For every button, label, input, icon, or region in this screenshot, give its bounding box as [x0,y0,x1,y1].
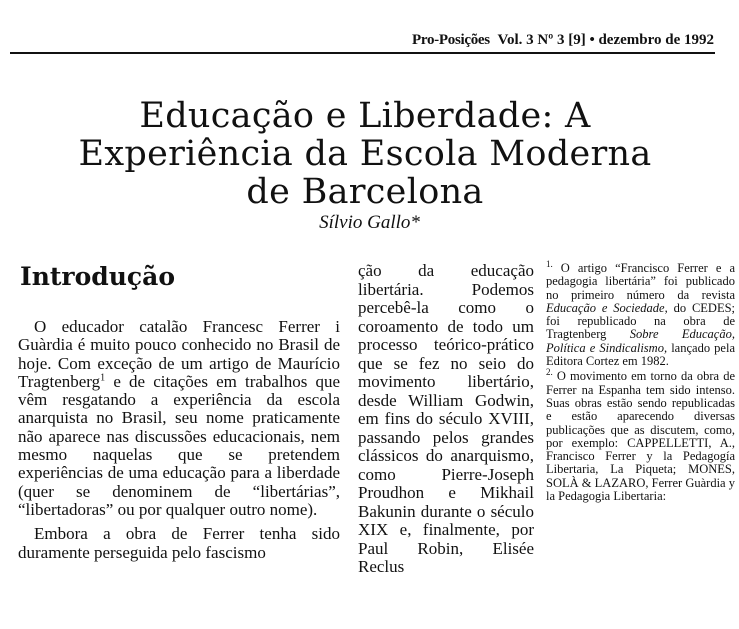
footnotes [546,258,735,504]
journal-name: Pro-Posições [412,32,490,48]
title-line: Experiência da Escola Moderna [78,134,652,175]
paragraph-text: e de citações em trabalhos que vêm resgatando a experiência da escola anarquista no Brasil, seu nome praticamente não aparece nas discussões educacionais, nem mesmo naquelas que se pretendem experiências de uma educação para a liberdade (quer se denominem de “libertárias”, “libertadoras” ou por qualquer outro nome). [18,371,340,519]
footnote-text: lançado pela Editora Cortez em 1982. [546,340,735,369]
body-text [18,318,340,562]
issue-info: Vol. 3 Nº 3 [9] • dezembro de 1992 [497,32,714,48]
footnote-2 [546,367,735,504]
footnote-italic: Sobre Educação, Política e Sindicalismo, [546,327,735,355]
paragraph-text: O educador catalão Francesc Ferrer i Guàrdia é muito pouco conhecido no Brasil de hoje. Com exceção de um artigo de Maurício Tragtenberg [18,317,340,391]
paragraph [18,318,340,519]
column-left [18,262,340,562]
author-name: Sílvio Gallo* [319,212,420,233]
footnote-text: O artigo “Francisco Ferrer e a pedagogia libertária” foi publicado no primeiro número da revista [546,261,735,302]
column-middle [358,262,534,577]
footnote-text: O movimento em torno da obra de Ferrer na Espanha tem sido intenso. Suas obras estão sendo republicadas e estão aparecendo diversas publicações que as discutem, como, por exemplo: CAPPELLETTI, A., Francisco Ferrer y la Pedagogía Libertaria, La Piqueta; MONES, SOLÀ & LAZARO, Ferrer Guàrdia y la Pedagogia Libertaria: [546,369,735,504]
section-heading: Introdução [20,262,176,291]
paragraph: ção da educação libertária. Podemos percebê-la como o coroamento de todo um processo teórico-prático que se fez no seio do movimento libertário, desde William Godwin, em fins do século XVIII, passando pelos grandes clássicos do anarquismo, como Pierre-Joseph Proudhon e Mikhail Bakunin durante o século XIX e, finalmente, por Paul Robin, Elisée Reclus [358,261,534,576]
title-line: Educação e Liberdade: A [139,96,591,137]
footnote-1 [546,258,735,369]
body-text [358,262,534,577]
footnote-number: 2. [546,367,553,378]
footnote-number: 1. [546,258,553,269]
paragraph: Embora a obra de Ferrer tenha sido duramente perseguida pelo fascismo [18,524,340,562]
footnote-ref: 1 [100,372,106,384]
header-rule [10,52,715,54]
footnote-text: do CEDES; foi republicado na obra de Tragtenberg [546,300,735,342]
article-title [20,97,710,211]
footnote-italic: Educação e Sociedade, [546,300,668,315]
running-header [0,32,714,49]
title-line: de Barcelona [246,172,484,213]
